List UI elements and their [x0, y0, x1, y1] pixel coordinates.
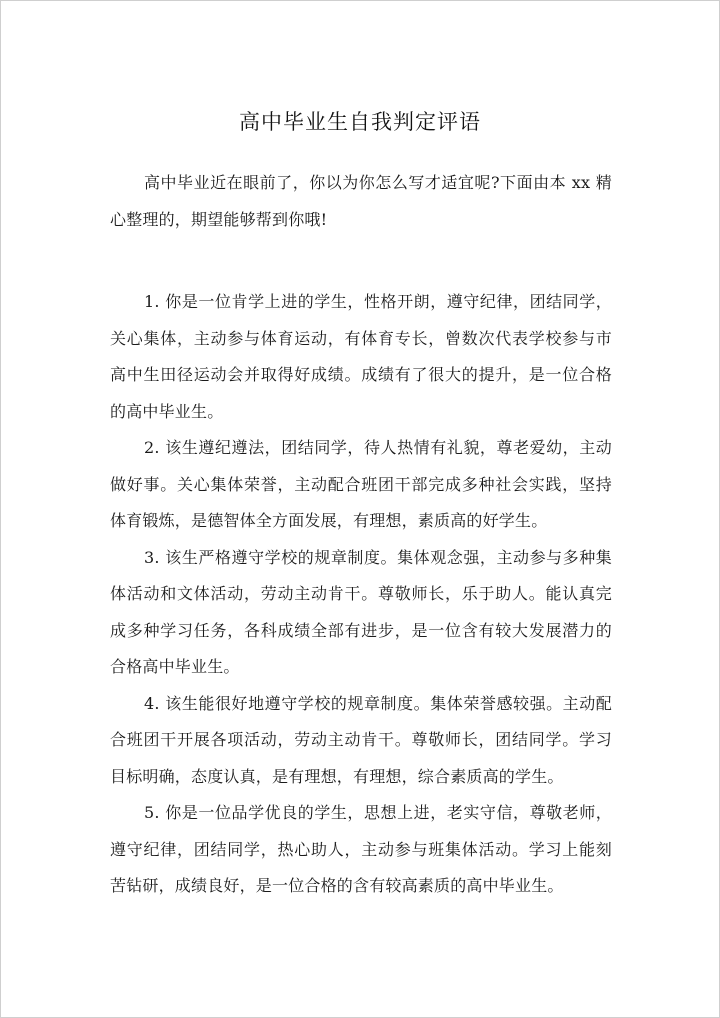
comment-item-5: 5. 你是一位品学优良的学生，思想上进，老实守信，尊敬老师，遵守纪律，团结同学，热心助人，主动参与班集体活动。学习上能刻苦钻研，成绩良好，是一位合格的含有较高素质的高中毕业生。	[110, 803, 612, 895]
page-title: 高中毕业生自我判定评语	[239, 110, 481, 135]
comment-item-2: 2. 该生遵纪遵法，团结同学，待人热情有礼貌，尊老爱幼，主动做好事。关心集体荣誉，主动配合班团干部完成多种社会实践，坚持体育锻炼，是德智体全方面发展，有理想，素质高的好学生。	[110, 438, 612, 530]
document-body	[110, 165, 612, 905]
comment-item-4: 4. 该生能很好地遵守学校的规章制度。集体荣誉感较强。主动配合班团干开展各项活动，劳动主动肯干。尊敬师长，团结同学。学习目标明确，态度认真，是有理想，有理想，综合素质高的学生。	[110, 693, 612, 786]
comment-item-1: 1. 你是一位肯学上进的学生，性格开朗，遵守纪律，团结同学，关心集体，主动参与体育运动，有体育专长，曾数次代表学校参与市高中生田径运动会并取得好成绩。成绩有了很大的提升，是一位合格的高中毕业生。	[110, 292, 612, 421]
intro-paragraph: 高中毕业近在眼前了，你以为你怎么写才适宜呢?下面由本 xx 精心整理的，期望能够帮到你哦!	[110, 173, 612, 229]
comment-item-3: 3. 该生严格遵守学校的规章制度。集体观念强，主动参与多种集体活动和文体活动，劳动主动肯干。尊敬师长，乐于助人。能认真完成多种学习任务，各科成绩全部有进步，是一位含有较大发展潜力的合格高中毕业生。	[110, 547, 612, 676]
